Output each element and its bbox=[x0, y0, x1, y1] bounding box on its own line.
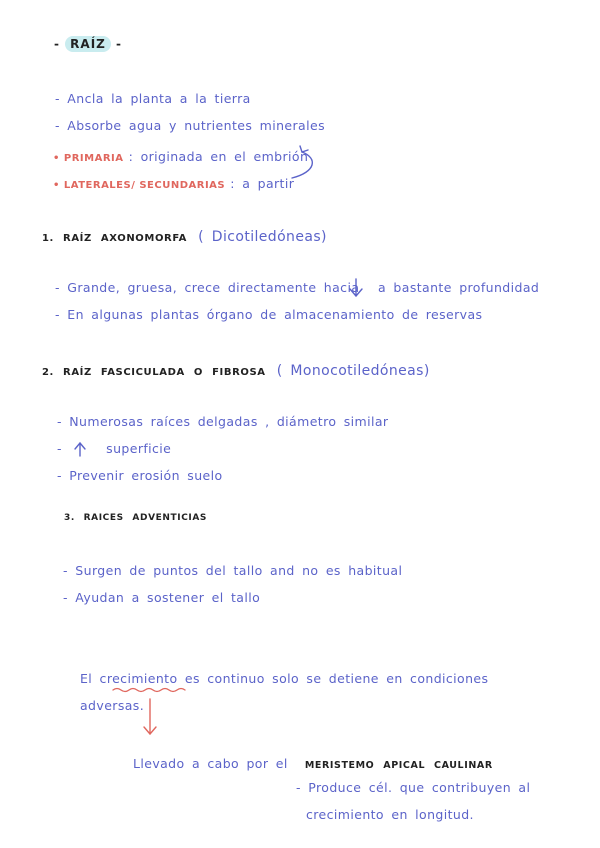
section2-heading: 2. RAÍZ FASCICULADA O FIBROSA bbox=[42, 367, 266, 378]
growth-line-1-post: es continuo solo se detiene en condiciones bbox=[184, 671, 489, 686]
produce-line-2: crecimiento en longitud. bbox=[306, 807, 474, 822]
intro-laterales: • LATERALES/ SECUNDARIAS : a partir bbox=[53, 176, 295, 191]
section1-item-1: - Grande, gruesa, crece directamente hacia bbox=[55, 280, 360, 295]
growth-line-2: adversas. bbox=[80, 698, 145, 713]
section3-item-1: - Surgen de puntos del tallo and no es habitual bbox=[63, 563, 403, 578]
squiggle-underline-icon bbox=[113, 689, 185, 692]
intro-item-2-text: Absorbe agua y nutrientes minerales bbox=[67, 118, 325, 133]
section1-item-1-cont: a bastante profundidad bbox=[378, 280, 540, 295]
produce-line-1-text: Produce cél. que contribuyen al bbox=[308, 780, 531, 795]
section2-note: ( Monocotiledóneas) bbox=[276, 363, 430, 379]
section2-item-3-text: Prevenir erosión suelo bbox=[69, 468, 223, 483]
section1-item-2-text: En algunas plantas órgano de almacenamiento de reservas bbox=[67, 307, 483, 322]
section1-item-2: - En algunas plantas órgano de almacenamiento de reservas bbox=[55, 307, 483, 322]
dash-left: - bbox=[54, 37, 66, 51]
section3-item-2-text: Ayudan a sostener el tallo bbox=[75, 590, 261, 605]
section2-item-1: - Numerosas raíces delgadas , diámetro similar bbox=[57, 414, 389, 429]
curved-arrow-icon bbox=[292, 152, 312, 178]
section2-item-2-text: superficie bbox=[106, 441, 172, 456]
section1-note: ( Dicotiledóneas) bbox=[198, 229, 327, 245]
meristem-term: MERISTEMO APICAL CAULINAR bbox=[304, 760, 493, 771]
intro-primaria: • PRIMARIA : originada en el embrión bbox=[53, 149, 309, 164]
intro-item-2: - Absorbe agua y nutrientes minerales bbox=[55, 118, 325, 133]
laterales-label: LATERALES/ SECUNDARIAS bbox=[63, 180, 226, 191]
up-arrow-icon bbox=[75, 443, 85, 456]
section2-item-2: - superficie bbox=[57, 441, 172, 456]
page-title: RAÍZ bbox=[65, 36, 111, 52]
laterales-text: : a partir bbox=[230, 176, 295, 191]
produce-line-1: - Produce cél. que contribuyen al bbox=[296, 780, 531, 795]
dash-right: - bbox=[110, 37, 123, 51]
carried-text: Llevado a cabo por el bbox=[133, 756, 288, 771]
intro-item-1: - Ancla la planta a la tierra bbox=[55, 91, 251, 106]
primaria-text: : originada en el embrión bbox=[128, 149, 309, 164]
section1-item-1-text: Grande, gruesa, crece directamente hacia bbox=[67, 280, 360, 295]
intro-item-1-text: Ancla la planta a la tierra bbox=[67, 91, 251, 106]
down-arrow-icon bbox=[350, 279, 362, 296]
red-down-arrow-icon bbox=[144, 699, 156, 734]
primaria-label: PRIMARIA bbox=[63, 153, 124, 164]
growth-line-1-pre: El bbox=[80, 671, 93, 686]
section2-item-1-text: Numerosas raíces delgadas , diámetro similar bbox=[69, 414, 389, 429]
curved-arrow-head-icon bbox=[300, 146, 308, 152]
section1-heading: 1. RAÍZ AXONOMORFA bbox=[42, 233, 187, 244]
section3-heading: 3. RAICES ADVENTICIAS bbox=[64, 513, 207, 523]
section3-item-1-text: Surgen de puntos del tallo and no es habitual bbox=[75, 563, 403, 578]
growth-keyword: crecimiento bbox=[99, 671, 178, 686]
section2-item-3: - Prevenir erosión suelo bbox=[57, 468, 223, 483]
section3-item-2: - Ayudan a sostener el tallo bbox=[63, 590, 261, 605]
